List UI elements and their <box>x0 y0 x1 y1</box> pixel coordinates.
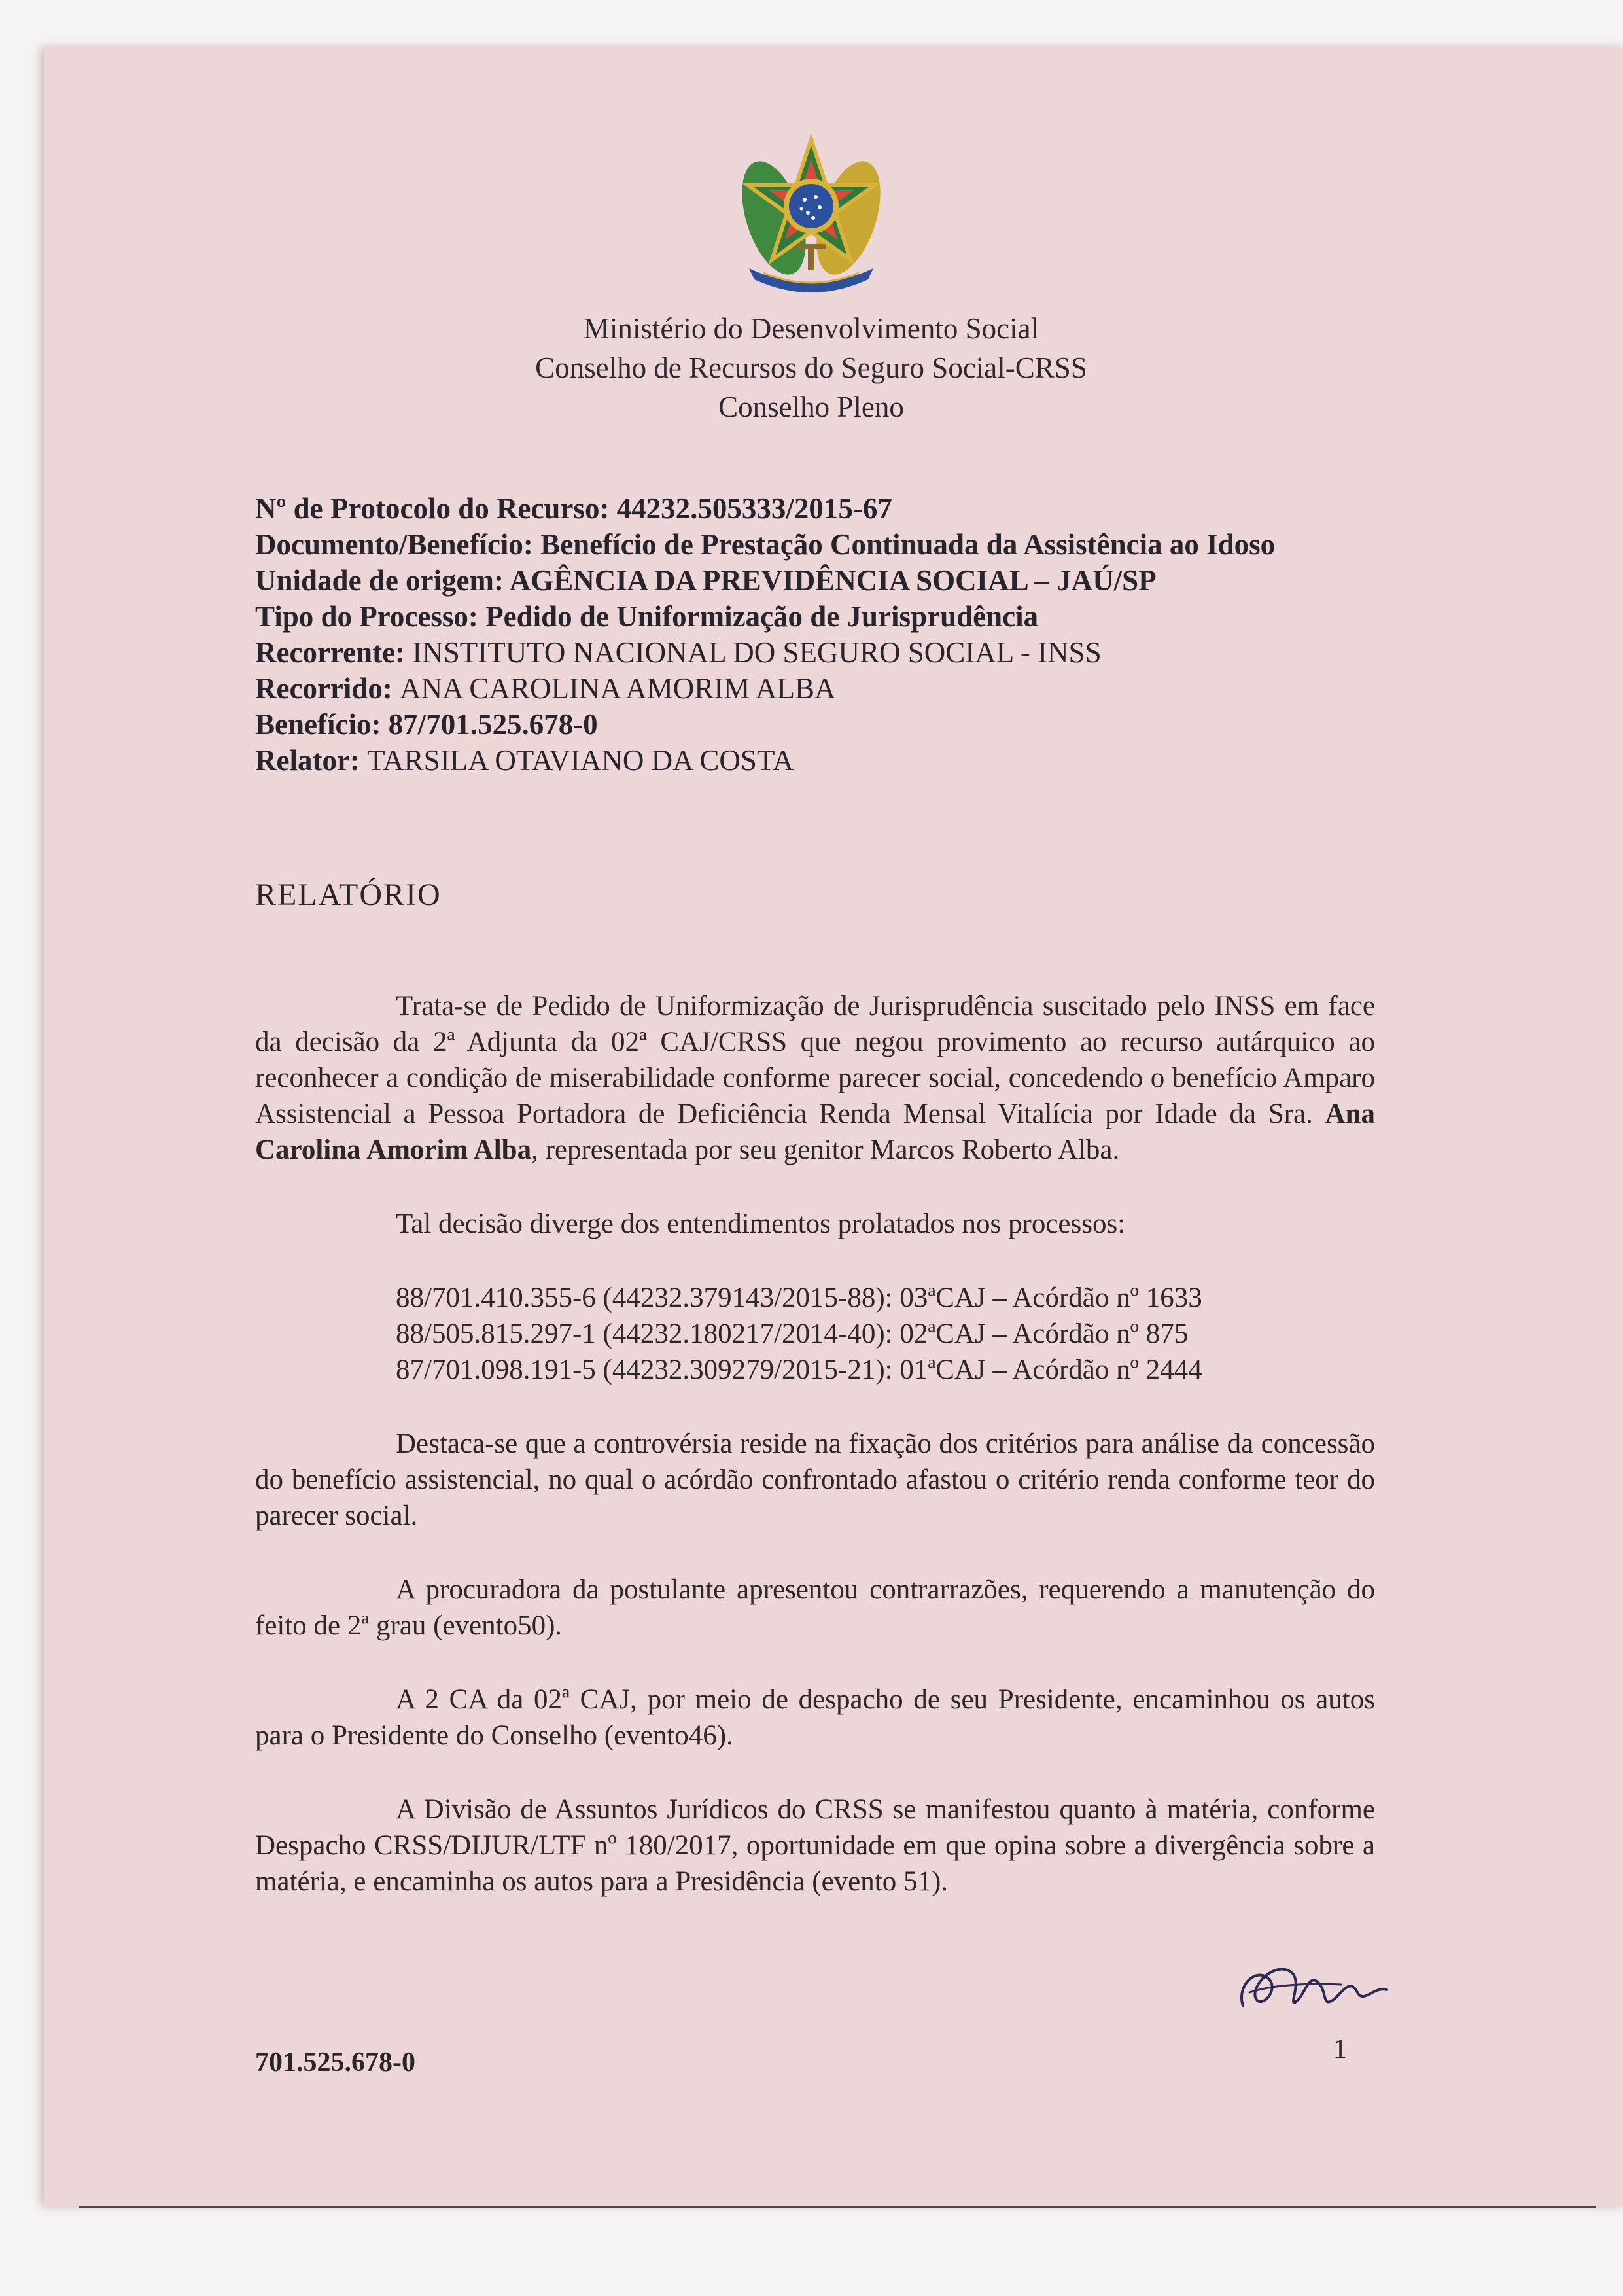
paragraph-controversy: Destaca-se que a controvérsia reside na fixação dos critérios para análise da concessão do benefício assistencial, no qual o acórdão confrontado afastou o critério renda conforme teor do parecer social. <box>255 1428 1375 1531</box>
paragraph-divergence: Tal decisão diverge dos entendimentos prolatados nos processos: <box>396 1209 1126 1239</box>
process-metadata <box>255 491 1498 779</box>
origin-unit: Unidade de origem: AGÊNCIA DA PREVIDÊNCIA SOCIAL – JAÚ/SP <box>255 564 1157 597</box>
appellant-value: INSTITUTO NACIONAL DO SEGURO SOCIAL - INSS <box>412 636 1102 669</box>
paragraph-legal-division: A Divisão de Assuntos Jurídicos do CRSS se manifestou quanto à matéria, conforme Despacho CRSS/DIJUR/LTF nº 180/2017, oportunidade em que opina sobre a divergência sobre a matéria, e encaminha os autos para a Presidência (evento 51). <box>255 1794 1375 1897</box>
precedent-list <box>255 1280 1375 1388</box>
paragraph-intro <box>255 988 1375 1168</box>
section-title: RELATÓRIO <box>255 877 442 912</box>
appellee-label: Recorrido: <box>255 672 400 705</box>
paragraph-intro-end: , representada por seu genitor Marcos Roberto Alba. <box>531 1135 1120 1165</box>
appellee-value: ANA CAROLINA AMORIM ALBA <box>400 672 836 705</box>
appellant-label: Recorrente: <box>255 636 413 669</box>
rapporteur-label: Relator: <box>255 744 368 777</box>
ministry-name: Ministério do Desenvolvimento Social <box>583 312 1039 345</box>
paragraph-dispatch: A 2 CA da 02ª CAJ, por meio de despacho de seu Presidente, encaminhou os autos para o Presidente do Conselho (evento46). <box>255 1684 1375 1751</box>
precedent-item: 87/701.098.191-5 (44232.309279/2015-21): 01ªCAJ – Acórdão nº 2444 <box>396 1354 1202 1385</box>
rapporteur <box>255 743 1498 779</box>
protocol-number: Nº de Protocolo do Recurso: 44232.505333/2015-67 <box>255 492 892 525</box>
document-number: 701.525.678-0 <box>255 2047 415 2077</box>
document-benefit: Documento/Benefício: Benefício de Prestação Continuada da Assistência ao Idoso <box>255 528 1276 561</box>
beneficiary-name: Ana Carolina Amorim Alba <box>255 1099 1375 1165</box>
precedent-item: 88/701.410.355-6 (44232.379143/2015-88): 03ªCAJ – Acórdão nº 1633 <box>396 1282 1202 1313</box>
appellee <box>255 671 1498 707</box>
precedent-item: 88/505.815.297-1 (44232.180217/2014-40): 02ªCAJ – Acórdão nº 875 <box>396 1318 1189 1349</box>
paragraph-counterarguments: A procuradora da postulante apresentou contrarrazões, requerendo a manutenção do feito de 2ª grau (evento50). <box>255 1574 1375 1641</box>
rapporteur-value: TARSILA OTAVIANO DA COSTA <box>367 744 794 777</box>
signature-icon <box>1230 1947 1400 2025</box>
paragraph-intro-start: Trata-se de Pedido de Uniformização de Jurisprudência suscitado pelo INSS em face da decisão da 2ª Adjunta da 02ª CAJ/CRSS que negou provimento ao recurso autárquico ao reconhecer a condição de miserabilidade conforme parecer social, concedendo o benefício Amparo Assistencial a Pessoa Portadora de Deficiência Renda Mensal Vitalícia por Idade da Sra. <box>255 991 1375 1129</box>
council-body: Conselho Pleno <box>718 391 904 423</box>
footer-divider <box>79 2206 1596 2208</box>
page-number: 1 <box>1333 2034 1347 2064</box>
benefit-number: Benefício: 87/701.525.678-0 <box>255 708 598 741</box>
council-name: Conselho de Recursos do Seguro Social-CRSS <box>535 351 1087 384</box>
report-body <box>255 988 1375 1937</box>
document-header <box>340 309 1282 427</box>
appellant <box>255 635 1498 671</box>
process-type: Tipo do Processo: Pedido de Uniformização de Jurisprudência <box>255 600 1039 633</box>
coat-of-arms-icon <box>723 134 899 298</box>
